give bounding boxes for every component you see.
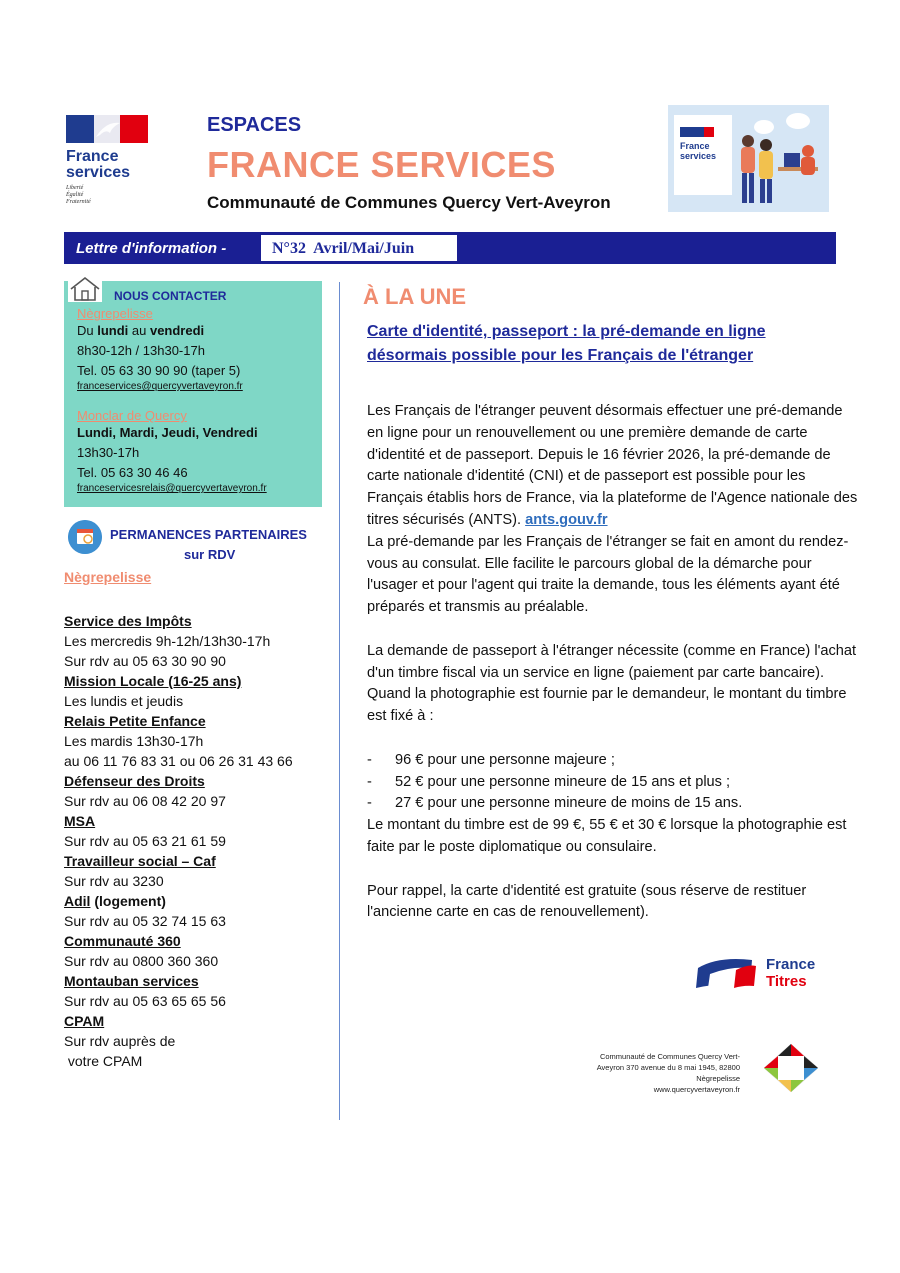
partner-name: Mission Locale (16-25 ans) [64,673,242,689]
column-divider [339,282,340,1120]
partner-name: Relais Petite Enfance [64,713,206,729]
office1-town: Nègrepelisse [77,306,153,321]
partner-name: Communauté 360 [64,933,181,949]
permanences-list [64,611,334,1071]
section-title: À LA UNE [363,284,467,309]
quercy-vert-aveyron-logo-icon [762,1042,820,1094]
partner-detail: Les mercredis 9h-12h/13h30-17h [64,633,271,649]
partner-name: Service des Impôts [64,613,192,629]
logo-motto: Liberté Égalité Fraternité [66,185,91,205]
contact-title: NOUS CONTACTER [114,289,227,303]
partner-detail: votre CPAM [64,1053,143,1069]
partner-detail: Sur rdv au 0800 360 360 [64,953,219,969]
list-item: - 27 € pour une personne mineure de moins de 15 ans. [367,795,743,812]
footer-address: Communauté de Communes Quercy Vert- Aveyron 370 avenue du 8 mai 1945, 82800 Nègrepelisse www.quercyvertaveyron.fr [560,1051,740,1095]
issue-number: N°32 Avril/Mai/Juin [272,240,415,257]
illustration-word-services: services [680,151,717,161]
people-illustration-icon [668,105,829,212]
espaces-label: ESPACES [207,114,302,136]
partner-name: Défenseur des Droits [64,773,205,789]
logo-word-services: services [66,164,131,181]
partner-detail: Sur rdv au 05 63 21 61 59 [64,833,226,849]
france-titres-word: France Titres [766,956,816,990]
partner-detail: au 06 11 76 83 31 ou 06 26 31 43 66 [64,753,293,769]
partner-detail: Les mardis 13h30-17h [64,733,204,749]
partner-detail: Sur rdv auprès de [64,1033,176,1049]
footer-website-link[interactable]: www.quercyvertaveyron.fr [653,1085,740,1094]
partner-name: MSA [64,813,96,829]
ants-link[interactable]: ants.gouv.fr [525,511,608,528]
article-paragraph: La demande de passeport à l'étranger nécessite (comme en France) l'achat d'un timbre fiscal via un service en ligne (paiement par carte bancaire). Quand la photographie est fournie par le demandeur, le montant du timbre est fixé à : [367,642,857,725]
partner-detail: Sur rdv au 05 32 74 15 63 [64,913,226,929]
office1-email-link[interactable]: franceservices@quercyvertaveyron.fr [77,381,243,392]
newsletter-label: Lettre d'information - [76,240,227,257]
office1-hours: 8h30-12h / 13h30-17h [77,343,205,358]
permanences-subtitle: sur RDV [184,547,236,562]
partner-name: Montauban services [64,973,199,989]
partner-name: Adil (logement) [64,893,166,909]
article-paragraph: La pré-demande par les Français de l'étranger se fait en amont du rendez-vous au consulat. Elle facilite le parcours global de la démarche pour l'usager et pour l'agent qui traite la demande, tous les éléments ayant été préparés et transmis au préalable. [367,533,849,616]
partner-detail: Sur rdv au 05 63 30 90 90 [64,653,226,669]
partner-detail: Sur rdv au 05 63 65 65 56 [64,993,226,1009]
office2-email-link[interactable]: franceservicesrelais@quercyvertaveyron.fr [77,483,267,494]
article-paragraph: Les Français de l'étranger peuvent désormais effectuer une pré-demande en ligne pour un renouvellement ou une première demande de carte d'identité et de passeport. Depuis le 16 février 2026, la pré-demande de carte nationale d'identité (CNI) et de passeport est possible pour les Français établis hors de France, via la plateforme de l'Agence nationale des titres sécurisés (ANTS). ants.gouv.fr [367,403,858,528]
house-icon [68,276,102,302]
partner-name: CPAM [64,1013,105,1029]
partner-detail: Sur rdv au 3230 [64,873,164,889]
logo-word-france: France [66,148,119,165]
office2-hours: 13h30-17h [77,445,140,460]
calendar-icon [68,520,102,554]
article-headline: Carte d'identité, passeport : la pré-demande en ligne désormais possible pour les Français de l'étranger [367,323,766,364]
article-paragraph: Le montant du timbre est de 99 €, 55 € et 30 € lorsque la photographie est faite par le poste diplomatique ou consulaire. [367,817,847,855]
partner-detail: Sur rdv au 06 08 42 20 97 [64,793,226,809]
office2-town: Monclar de Quercy [77,408,187,423]
office1-days: Du lundi au vendredi [77,323,205,338]
permanences-town: Nègrepelisse [64,569,152,585]
illustration-word-france: France [680,141,710,151]
office2-days: Lundi, Mardi, Jeudi, Vendredi [77,425,258,440]
permanences-title: PERMANENCES PARTENAIRES [110,527,307,542]
contact-details [77,306,317,494]
article-paragraph: Pour rappel, la carte d'identité est gratuite (sous réserve de restituer l'ancienne carte en cas de renouvellement). [367,882,807,921]
france-services-logo [66,115,156,206]
list-item: - 52 € pour une personne mineure de 15 ans et plus ; [367,773,731,790]
office2-phone: Tel. 05 63 30 46 46 [77,465,188,480]
page-subtitle: Communauté de Communes Quercy Vert-Aveyron [207,193,611,212]
page-title: FRANCE SERVICES [207,144,556,185]
article-body [367,401,859,924]
partner-detail: Les lundis et jeudis [64,693,184,709]
marianne-flag-icon [66,115,148,143]
header-illustration [668,105,829,212]
list-item: - 96 € pour une personne majeure ; [367,751,615,768]
partner-name: Travailleur social – Caf [64,853,216,869]
office1-phone: Tel. 05 63 30 90 90 (taper 5) [77,363,241,378]
